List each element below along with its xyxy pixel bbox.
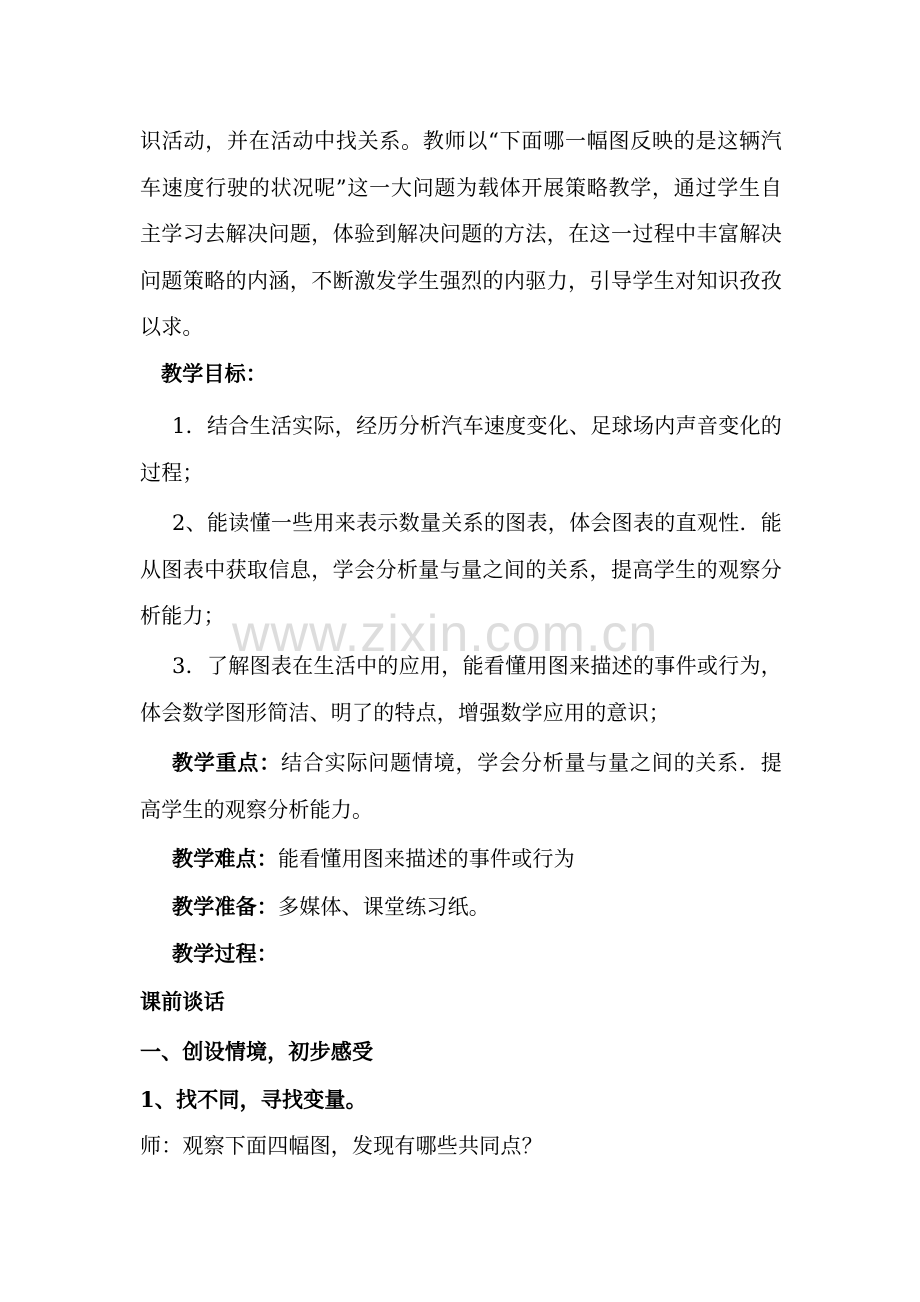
preparation-text: 多媒体、课堂练习纸。 xyxy=(278,895,490,919)
difficulty-label: 教学难点： xyxy=(172,846,278,871)
objectives-heading: 教学目标： xyxy=(161,361,267,386)
intro-paragraph: 识活动，并在活动中找关系。教师以“下面哪一幅图反映的是这辆汽车速度行驶的状况呢”这一大问题为载体开展策略教学，通过学生自主学习去解决问题，体验到解决问题的方法，在这一过程中丰富解决问题策略的内涵，不断激发学生强烈的内驱力，引导学生对知识孜孜以求。 xyxy=(140,129,782,339)
objective-3: 3．了解图表在生活中的应用，能看懂用图来描述的事件或行为，体会数学图形简洁、明了的特点，增强数学应用的意识； xyxy=(140,654,782,725)
key-point-paragraph xyxy=(140,740,782,833)
section-1-heading: 一、创设情境，初步感受 xyxy=(140,1039,374,1064)
objective-2: 2、能读懂一些用来表示数量关系的图表，体会图表的直观性．能从图表中获取信息，学会分析量与量之间的关系，提高学生的观察分析能力； xyxy=(140,511,782,628)
key-point-label: 教学重点： xyxy=(172,750,282,775)
subsection-1-heading: 1、找不同，寻找变量。 xyxy=(140,1087,367,1112)
teacher-line: 师：观察下面四幅图，发现有哪些共同点？ xyxy=(140,1134,543,1158)
pre-class-heading: 课前谈话 xyxy=(140,989,225,1014)
difficulty-text: 能看懂用图来描述的事件或行为 xyxy=(278,847,575,871)
objective-1: 1．结合生活实际，经历分析汽车速度变化、足球场内声音变化的过程； xyxy=(140,414,782,485)
watermark-text: www.zixin.com.cn xyxy=(232,605,659,663)
key-point-text: 结合实际问题情境，学会分析量与量之间的关系．提高学生的观察分析能力。 xyxy=(140,751,783,822)
difficulty-paragraph xyxy=(140,836,782,883)
preparation-label: 教学准备： xyxy=(172,894,278,919)
preparation-paragraph xyxy=(140,884,782,931)
process-heading: 教学过程： xyxy=(172,941,278,966)
